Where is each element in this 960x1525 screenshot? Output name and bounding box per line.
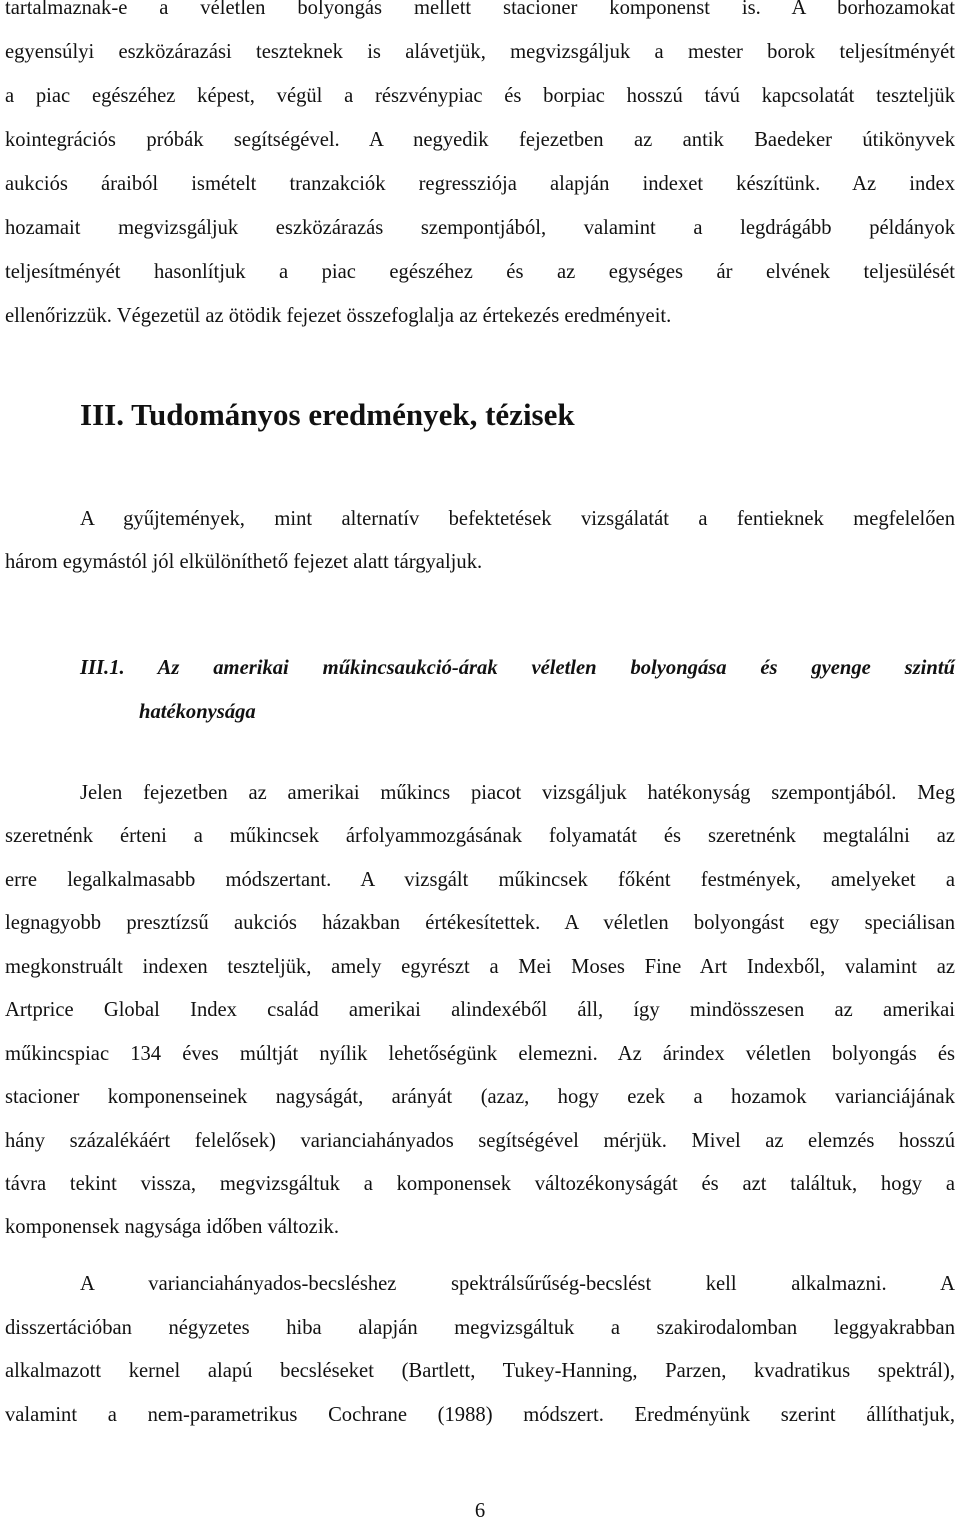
text-line: megkonstruált indexen teszteljük, amely egyrészt a Mei Moses Fine Art Indexből, valamint az [5,956,955,978]
text-line: a piac egészéhez képest, végül a részvénypiac és borpiac hosszú távú kapcsolatát teszteljük [5,85,955,107]
text-line: valamint a nem-parametrikus Cochrane (1988) módszert. Eredményünk szerint állíthatjuk, [5,1404,955,1426]
page-number: 6 [474,1500,486,1522]
text-line: távra tekint vissza, megvizsgáltuk a komponensek változékonyságát és azt találtuk, hogy a [5,1173,955,1195]
text-line: egyensúlyi eszközárazási teszteknek is alávetjük, megvizsgáljuk a mester borok teljesítményét [5,41,955,63]
text-line: műkincspiac 134 éves múltját nyílik lehetőségünk elemezni. Az árindex véletlen bolyongás és [5,1043,955,1065]
text-line: alkalmazott kernel alapú becsléseket (Bartlett, Tukey-Hanning, Parzen, kvadratikus spektrál), [5,1360,955,1382]
text-line: hozamait megvizsgáljuk eszközárazás szempontjából, valamint a legdrágább példányok [5,217,955,239]
text-line: teljesítményét hasonlítjuk a piac egészéhez és az egységes ár elvének teljesülését [5,261,955,283]
text-line: erre legalkalmasabb módszertant. A vizsgált műkincsek főként festmények, amelyeket a [5,869,955,891]
text-line: A varianciahányados-becsléshez spektrálsűrűség-becslést kell alkalmazni. A [80,1273,955,1295]
text-line: legnagyobb presztízsű aukciós házakban értékesítettek. A véletlen bolyongást egy speciálisan [5,912,955,934]
text-line: stacioner komponenseinek nagyságát, arányát (azaz, hogy ezek a hozamok varianciájának [5,1086,955,1108]
text-line: három egymástól jól elkülöníthető fejezet alatt tárgyaljuk. [5,551,483,573]
subsection-heading-line: hatékonysága [139,701,256,723]
subsection-heading-line: III.1. Az amerikai műkincsaukció-árak véletlen bolyongása és gyenge szintű [80,657,955,679]
text-line: komponensek nagysága időben változik. [5,1216,339,1238]
text-line: szeretnénk érteni a műkincsek árfolyammozgásának folyamatát és szeretnénk megtalálni az [5,825,955,847]
text-line: ellenőrizzük. Végezetül az ötödik fejezet összefoglalja az értekezés eredményeit. [5,305,672,327]
text-line: A gyűjtemények, mint alternatív befektetések vizsgálatát a fentieknek megfelelően [80,508,955,530]
text-line: tartalmaznak-e a véletlen bolyongás mellett stacioner komponenst is. A borhozamokat [5,0,955,19]
text-line: Artprice Global Index család amerikai alindexéből áll, így mindösszesen az amerikai [5,999,955,1021]
text-line: disszertációban négyzetes hiba alapján megvizsgáltuk a szakirodalomban leggyakrabban [5,1317,955,1339]
section-heading: III. Tudományos eredmények, tézisek [80,397,575,432]
text-line: Jelen fejezetben az amerikai műkincs piacot vizsgáljuk hatékonyság szempontjából. Meg [80,782,955,804]
text-line: aukciós áraiból ismételt tranzakciók regressziója alapján indexet készítünk. Az index [5,173,955,195]
text-line: kointegrációs próbák segítségével. A negyedik fejezetben az antik Baedeker útikönyvek [5,129,955,151]
text-line: hány százalékáért felelősek) varianciahányados segítségével mérjük. Mivel az elemzés hosszú [5,1130,955,1152]
